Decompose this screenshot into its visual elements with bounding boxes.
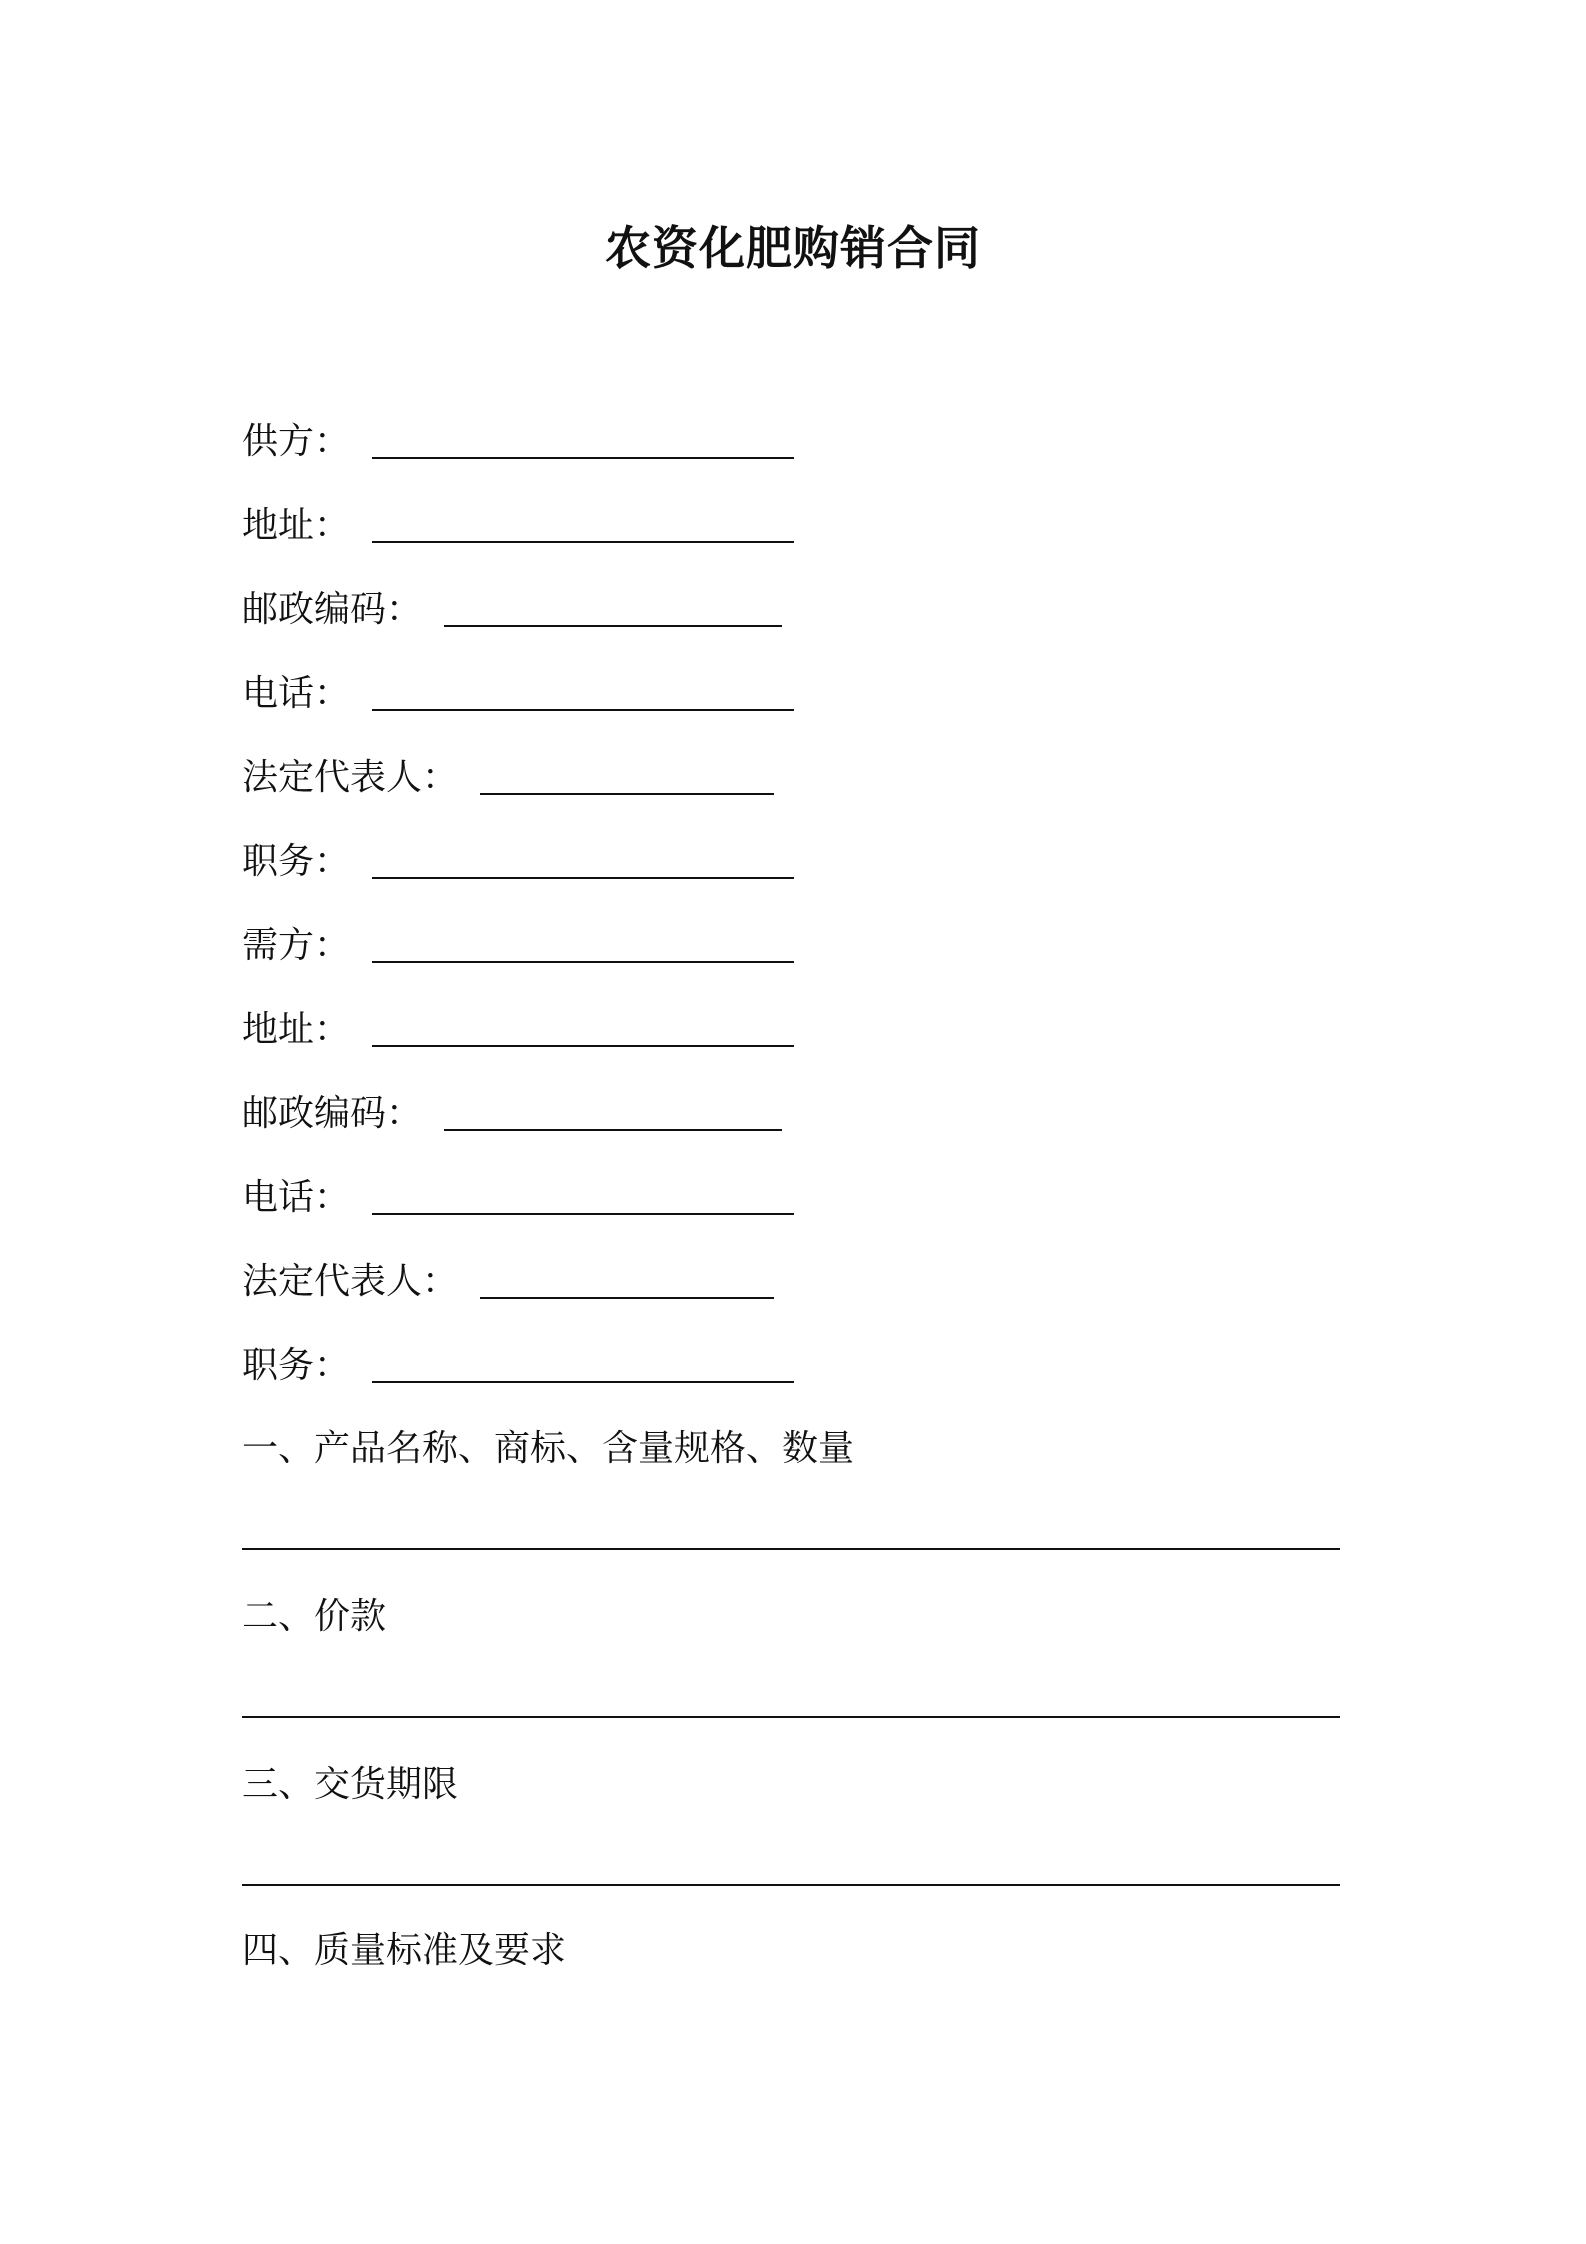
section-heading-price: 二、价款 (242, 1596, 387, 1637)
buyer-address-blank[interactable] (372, 1045, 794, 1047)
section-heading-delivery: 三、交货期限 (242, 1764, 459, 1805)
field-label: 供方： (242, 420, 351, 462)
field-label: 邮政编码： (242, 1092, 423, 1134)
supplier-legal-rep-field (242, 744, 774, 804)
document-title: 农资化肥购销合同 (605, 221, 981, 275)
buyer-position-field (242, 1332, 794, 1392)
supplier-address-blank[interactable] (372, 541, 794, 543)
field-label: 邮政编码： (242, 588, 423, 630)
field-label: 职务： (242, 1344, 351, 1386)
buyer-legal-rep-field (242, 1248, 774, 1308)
supplier-position-blank[interactable] (372, 877, 794, 879)
field-label: 电话： (242, 672, 351, 714)
field-label: 职务： (242, 840, 351, 882)
section-price-blank[interactable] (242, 1716, 1340, 1718)
section-product-blank[interactable] (242, 1548, 1340, 1550)
buyer-phone-blank[interactable] (372, 1213, 794, 1215)
buyer-position-blank[interactable] (372, 1381, 794, 1383)
supplier-name-blank[interactable] (372, 457, 794, 459)
buyer-address-field (242, 996, 794, 1056)
buyer-name-blank[interactable] (372, 961, 794, 963)
buyer-postcode-field (242, 1080, 782, 1140)
supplier-postcode-field (242, 576, 782, 636)
supplier-position-field (242, 828, 794, 888)
field-label: 法定代表人： (242, 1260, 459, 1302)
field-label: 法定代表人： (242, 756, 459, 798)
supplier-phone-blank[interactable] (372, 709, 794, 711)
supplier-address-field (242, 492, 794, 552)
section-heading-quality: 四、质量标准及要求 (242, 1930, 567, 1971)
supplier-phone-field (242, 660, 794, 720)
field-label: 地址： (242, 504, 351, 546)
field-label: 地址： (242, 1008, 351, 1050)
buyer-phone-field (242, 1164, 794, 1224)
section-heading-product: 一、产品名称、商标、含量规格、数量 (242, 1428, 855, 1469)
section-delivery-blank[interactable] (242, 1884, 1340, 1886)
buyer-legal-rep-blank[interactable] (480, 1297, 774, 1299)
supplier-name-field (242, 408, 794, 468)
field-label: 需方： (242, 924, 351, 966)
buyer-postcode-blank[interactable] (444, 1129, 782, 1131)
field-label: 电话： (242, 1176, 351, 1218)
supplier-postcode-blank[interactable] (444, 625, 782, 627)
buyer-name-field (242, 912, 794, 972)
supplier-legal-rep-blank[interactable] (480, 793, 774, 795)
